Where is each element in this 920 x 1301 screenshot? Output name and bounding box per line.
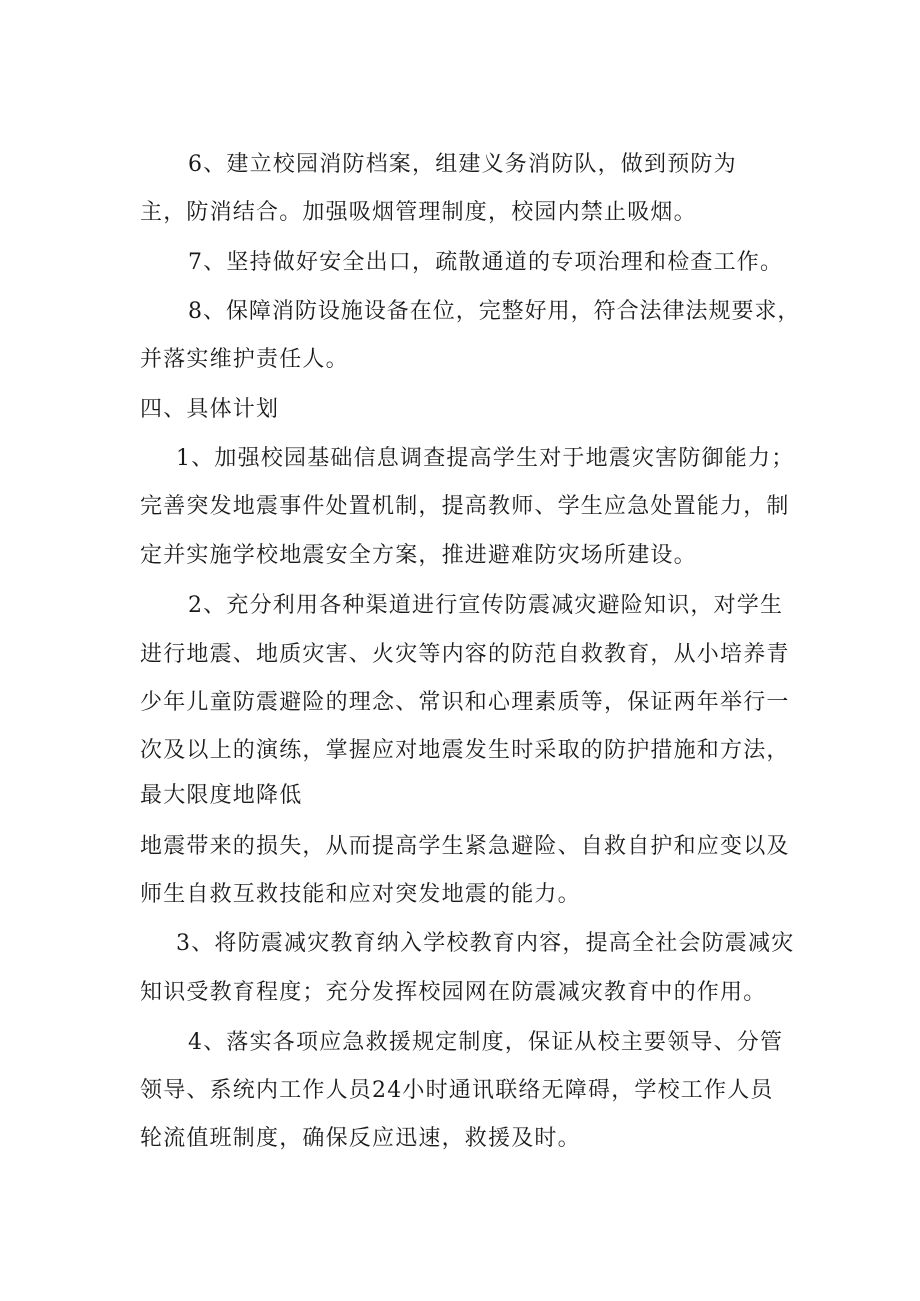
text-line: 主，防消结合。加强吸烟管理制度，校园内禁止吸烟。 bbox=[140, 200, 697, 225]
text-line: 完善突发地震事件处置机制，提高教师、学生应急处置能力，制 bbox=[140, 494, 790, 519]
text-line: 6、建立校园消防档案，组建义务消防队，做到预防为 bbox=[188, 152, 737, 177]
text-line: 定并实施学校地震安全方案，推进避难防灾场所建设。 bbox=[140, 543, 697, 568]
text-line: 3、将防震减灾教育纳入学校教育内容，提高全社会防震减灾 bbox=[176, 931, 795, 956]
text-line: 领导、系统内工作人员24小时通讯联络无障碍，学校工作人员 bbox=[140, 1078, 774, 1103]
text-line: 次及以上的演练，掌握应对地震发生时采取的防护措施和方法， bbox=[140, 738, 790, 763]
text-line: 4、落实各项应急救援规定制度，保证从校主要领导、分管 bbox=[188, 1030, 784, 1055]
text-line: 轮流值班制度，确保反应迅速，救援及时。 bbox=[140, 1126, 581, 1151]
text-line: 2、充分利用各种渠道进行宣传防震减灾避险知识，对学生 bbox=[188, 593, 784, 618]
section-heading: 四、具体计划 bbox=[140, 397, 280, 422]
text-line: 最大限度地降低 bbox=[140, 783, 303, 808]
text-line: 1、加强校园基础信息调查提高学生对于地震灾害防御能力； bbox=[176, 446, 795, 471]
text-line: 8、保障消防设施设备在位，完整好用，符合法律法规要求， bbox=[188, 299, 801, 324]
text-line: 并落实维护责任人。 bbox=[140, 347, 349, 372]
text-line: 地震带来的损失，从而提高学生紧急避险、自救自护和应变以及 bbox=[140, 834, 790, 859]
text-line: 少年儿童防震避险的理念、常识和心理素质等，保证两年举行一 bbox=[140, 690, 790, 715]
text-line: 7、坚持做好安全出口，疏散通道的专项治理和检查工作。 bbox=[188, 250, 784, 275]
text-line: 进行地震、地质灾害、火灾等内容的防范自救教育，从小培养青 bbox=[140, 642, 790, 667]
text-line: 师生自救互救技能和应对突发地震的能力。 bbox=[140, 882, 581, 907]
text-line: 知识受教育程度；充分发挥校园网在防震减灾教育中的作用。 bbox=[140, 980, 767, 1005]
